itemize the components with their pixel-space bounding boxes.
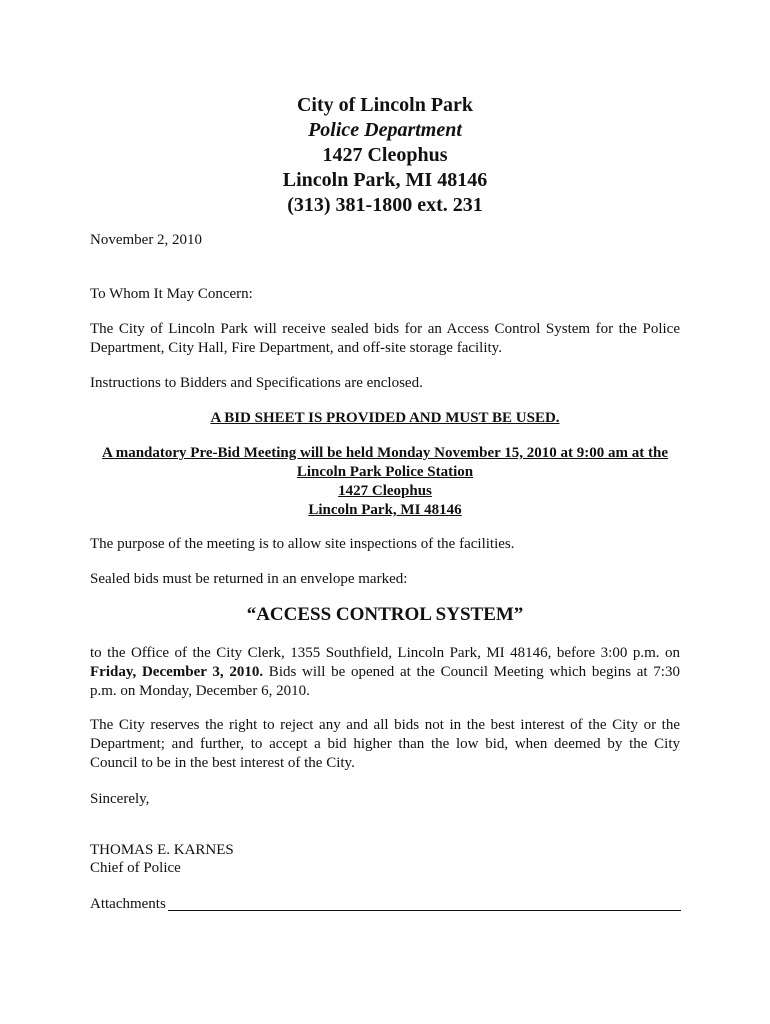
paragraph-reserves: The City reserves the right to reject any and all bids not in the best interest of the City or the Department; and further, to accept a bid higher than the low bid, when deemed by the City Council to be in the best interest of the City. bbox=[90, 717, 680, 771]
attachments-label: Attachments bbox=[90, 896, 166, 912]
bid-sheet-notice: A BID SHEET IS PROVIDED AND MUST BE USED. bbox=[210, 410, 560, 426]
office-text-1: to the Office of the City Clerk, 1355 Southfield, Lincoln Park, MI 48146, before 3:00 p.m. on bbox=[90, 645, 680, 661]
meeting-purpose: The purpose of the meeting is to allow site inspections of the facilities. bbox=[90, 536, 515, 552]
sealed-bids-instruction: Sealed bids must be returned in an envelope marked: bbox=[90, 571, 408, 587]
signer-title: Chief of Police bbox=[90, 860, 181, 876]
letter-date: November 2, 2010 bbox=[90, 232, 203, 248]
letterhead-city-state-zip: Lincoln Park, MI 48146 bbox=[282, 169, 488, 191]
closing: Sincerely, bbox=[90, 791, 150, 807]
letterhead-phone: (313) 381-1800 ext. 231 bbox=[287, 194, 483, 216]
meeting-street: 1427 Cleophus bbox=[338, 483, 432, 499]
meeting-city-state-zip: Lincoln Park, MI 48146 bbox=[308, 502, 462, 518]
envelope-label: “ACCESS CONTROL SYSTEM” bbox=[246, 604, 524, 625]
bid-deadline: Friday, December 3, 2010. bbox=[90, 664, 264, 680]
paragraph-bids: The City of Lincoln Park will receive sealed bids for an Access Control System for the Police Department, City Hall, Fire Department, and off-site storage facility. bbox=[90, 321, 680, 356]
signer-name: THOMAS E. KARNES bbox=[90, 842, 234, 858]
letterhead-department: Police Department bbox=[308, 119, 462, 141]
meeting-line-1: A mandatory Pre-Bid Meeting will be held Monday November 15, 2010 at 9:00 am at the bbox=[101, 445, 669, 461]
meeting-location: Lincoln Park Police Station bbox=[296, 464, 474, 480]
paragraph-office bbox=[90, 644, 680, 701]
letterhead bbox=[0, 93, 770, 218]
letterhead-city: City of Lincoln Park bbox=[296, 94, 474, 116]
letterhead-street: 1427 Cleophus bbox=[322, 144, 448, 166]
pre-bid-meeting bbox=[90, 444, 680, 520]
office-text-2: Bids will be opened at the Council Meeting which begins at 7:30 p.m. on Monday, December 6, 2010. bbox=[90, 664, 680, 699]
instructions-text: Instructions to Bidders and Specifications are enclosed. bbox=[90, 375, 423, 391]
salutation: To Whom It May Concern: bbox=[90, 286, 253, 302]
attachments-rule bbox=[168, 910, 681, 911]
